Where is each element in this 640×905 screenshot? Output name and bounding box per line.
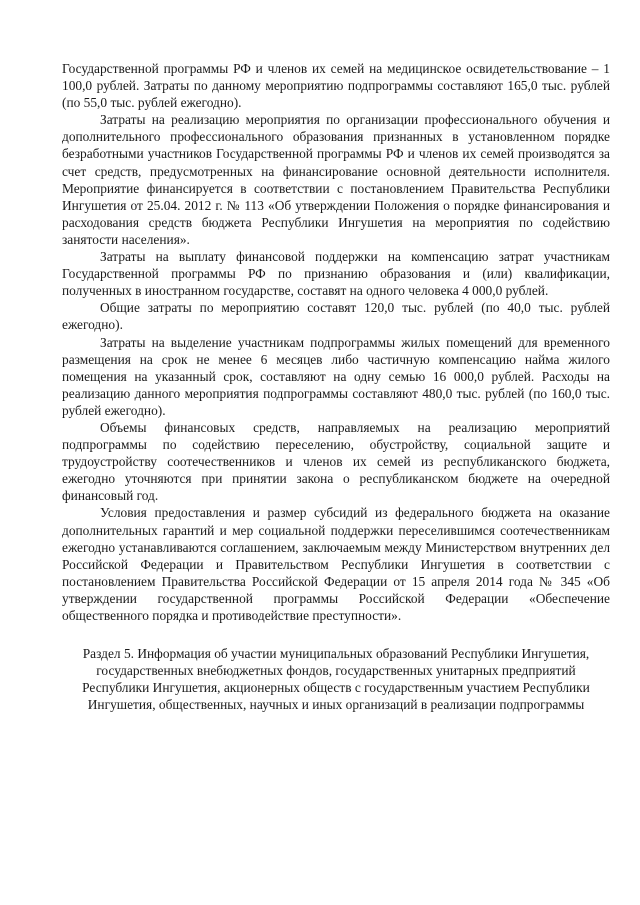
paragraph-financing-volumes: Объемы финансовых средств, направляемых на реализацию мероприятий подпрограммы по содействию переселению, обустройству, социальной защите и трудоустройству соотечественников и членов их семей из республиканского бюджета, ежегодно уточняются при принятии закона о республиканском бюджете на очередной финансовый год. — [62, 419, 610, 504]
paragraph-total-costs: Общие затраты по мероприятию составят 120,0 тыс. рублей (по 40,0 тыс. рублей ежегодно). — [62, 300, 610, 333]
section-5-heading: Раздел 5. Информация об участии муниципальных образований Республики Ингушетия, государственных внебюджетных фондов, государственных унитарных предприятий Республики Ингушетия, акционерных обществ с государственным участием Республики Ингушетия, общественных, научных и иных организаций в реализации подпрограммы — [82, 646, 590, 713]
document-page — [62, 60, 610, 713]
paragraph-medical-examination-costs: Государственной программы РФ и членов их семей на медицинское освидетельствование – 1 100,0 рублей. Затраты по данному мероприятию подпрограммы составляют 165,0 тыс. рублей (по 55,0 тыс. рублей ежегодно). — [62, 61, 610, 111]
paragraph-housing-costs: Затраты на выделение участникам подпрограммы жилых помещений для временного размещения на срок не менее 6 месяцев либо частичную компенсацию найма жилого помещения на указанный срок, составляют на одну семью 16 000,0 рублей. Расходы на реализацию данного мероприятия подпрограммы составляют 480,0 тыс. рублей (по 160,0 тыс. рублей ежегодно). — [62, 334, 610, 418]
paragraph-education-recognition-costs: Затраты на выплату финансовой поддержки на компенсацию затрат участникам Государственной программы РФ по признанию образования и (или) квалификации, полученных в иностранном государстве, составят на одного человека 4 000,0 рублей. — [62, 249, 610, 299]
paragraph-professional-training-costs: Затраты на реализацию мероприятия по организации профессионального обучения и дополнительного профессионального образования признанных в установленном порядке безработными участников Государственной программы РФ и членов их семей производятся за счет средств, предусмотренных на финансирование основной деятельности исполнителя. Мероприятие финансируется в соответствии с постановлением Правительства Республики Ингушетия от 25.04. 2012 г. № 113 «Об утверждении Положения о порядке финансирования и расходования средств бюджета Республики Ингушетия на мероприятия по содействию занятости населения». — [62, 112, 610, 247]
paragraph-subsidy-conditions: Условия предоставления и размер субсидий из федерального бюджета на оказание дополнительных гарантий и мер социальной поддержки переселившимся соотечественникам ежегодно устанавливаются соглашением, заключаемым между Министерством внутренних дел Российской Федерации и Правительством Республики Ингушетия в соответствии с постановлением Правительства Российской Федерации от 15 апреля 2014 года № 345 «Об утверждении государственной программы Российской Федерации «Обеспечение общественного порядка и противодействие преступности». — [62, 505, 610, 623]
